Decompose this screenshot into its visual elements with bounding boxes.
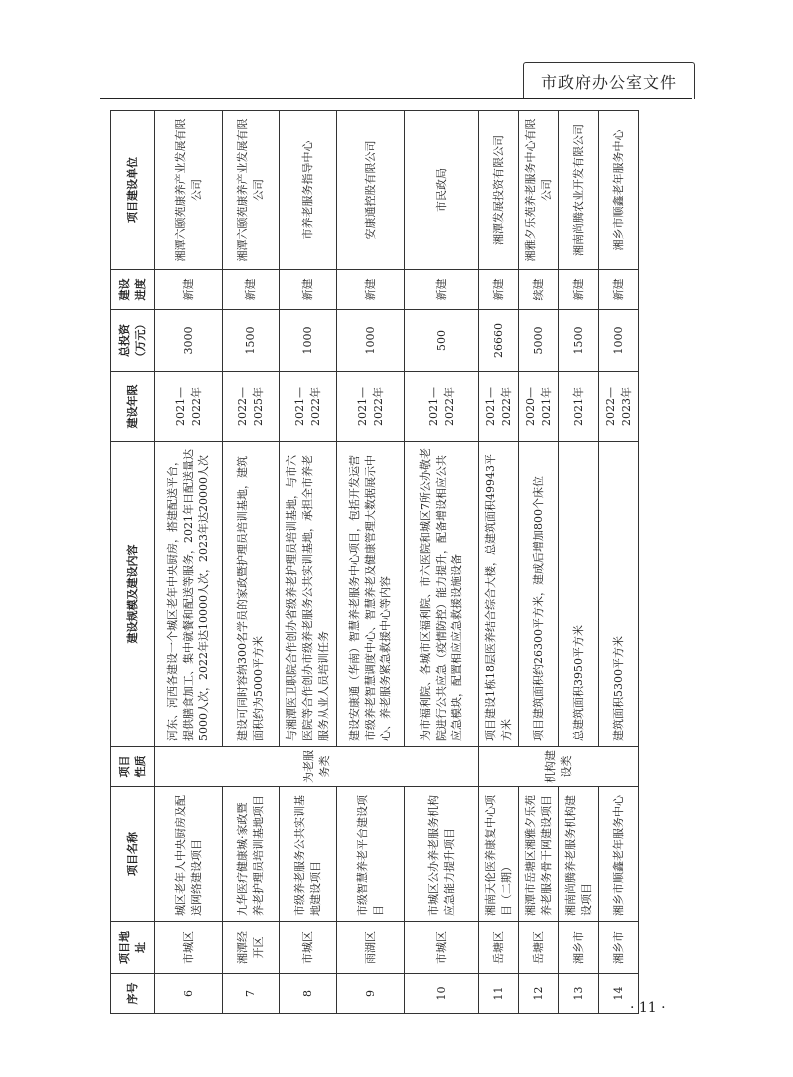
table-row bbox=[280, 111, 337, 1014]
row-location: 湘乡市 bbox=[599, 922, 639, 974]
row-seq: 13 bbox=[559, 974, 599, 1014]
row-unit: 市民政局 bbox=[405, 111, 479, 270]
table-header-row bbox=[111, 111, 155, 1014]
row-investment: 3000 bbox=[155, 310, 223, 372]
row-seq: 8 bbox=[280, 974, 337, 1014]
row-period: 2022—2025年 bbox=[223, 372, 280, 442]
row-nature-group-2: 机构建设类 bbox=[479, 747, 639, 787]
row-period: 2021—2022年 bbox=[280, 372, 337, 442]
row-content: 建设安康通（华南）智慧养老服务中心项目，包括开发运营市级养老智慧调度中心、智慧养老及健康管理大数据展示中心、养老服务紧急救援中心等内容 bbox=[337, 442, 405, 747]
header-unit: 项目建设单位 bbox=[111, 111, 155, 270]
row-unit: 湘潭六颐苑康养产业发展有限公司 bbox=[223, 111, 280, 270]
row-investment: 1500 bbox=[223, 310, 280, 372]
row-name: 九华医疗健康城·家政暨养老护理员培训基地项目 bbox=[223, 787, 280, 922]
row-location: 湘乡市 bbox=[559, 922, 599, 974]
row-progress: 新建 bbox=[479, 270, 519, 310]
row-progress: 新建 bbox=[280, 270, 337, 310]
row-seq: 10 bbox=[405, 974, 479, 1014]
project-table bbox=[110, 110, 639, 1014]
header-period: 建设年限 bbox=[111, 372, 155, 442]
row-progress: 新建 bbox=[559, 270, 599, 310]
row-unit: 湘雅夕乐苑养老服务中心有限公司 bbox=[519, 111, 559, 270]
header-investment: 总投资（万元） bbox=[111, 310, 155, 372]
row-seq: 6 bbox=[155, 974, 223, 1014]
row-seq: 9 bbox=[337, 974, 405, 1014]
header-seq: 序号 bbox=[111, 974, 155, 1014]
header-progress: 建设进度 bbox=[111, 270, 155, 310]
table-row bbox=[519, 111, 559, 1014]
row-investment: 1500 bbox=[559, 310, 599, 372]
row-investment: 26660 bbox=[479, 310, 519, 372]
row-progress: 续建 bbox=[519, 270, 559, 310]
header-content: 建设规模及建设内容 bbox=[111, 442, 155, 747]
row-investment: 5000 bbox=[519, 310, 559, 372]
row-progress: 新建 bbox=[599, 270, 639, 310]
row-unit: 湘乡市顺鑫老年服务中心 bbox=[599, 111, 639, 270]
row-period: 2021—2022年 bbox=[479, 372, 519, 442]
row-progress: 新建 bbox=[155, 270, 223, 310]
table-row bbox=[479, 111, 519, 1014]
document-header-tag: 市政府办公室文件 bbox=[523, 62, 695, 99]
row-unit: 安康通控股有限公司 bbox=[337, 111, 405, 270]
row-name: 市城区公办养老服务机构应急能力提升项目 bbox=[405, 787, 479, 922]
row-content: 项目建筑面积约26300平方米，建成后增加800个床位 bbox=[519, 442, 559, 747]
row-name: 城区老年人中央厨房及配送网络建设项目 bbox=[155, 787, 223, 922]
row-name: 湘潭市岳塘区湘雅夕乐苑养老服务骨干网建设项目 bbox=[519, 787, 559, 922]
header-name: 项目名称 bbox=[111, 787, 155, 922]
row-progress: 新建 bbox=[223, 270, 280, 310]
header-location: 项目地址 bbox=[111, 922, 155, 974]
row-location: 雨湖区 bbox=[337, 922, 405, 974]
row-progress: 新建 bbox=[405, 270, 479, 310]
table-row bbox=[559, 111, 599, 1014]
row-period: 2021—2022年 bbox=[337, 372, 405, 442]
row-unit: 湘南尚腾农业开发有限公司 bbox=[559, 111, 599, 270]
row-period: 2021—2022年 bbox=[155, 372, 223, 442]
row-name: 市级养老服务公共实训基地建设项目 bbox=[280, 787, 337, 922]
row-location: 湘潭经开区 bbox=[223, 922, 280, 974]
row-seq: 12 bbox=[519, 974, 559, 1014]
row-period: 2022—2023年 bbox=[599, 372, 639, 442]
row-location: 市城区 bbox=[405, 922, 479, 974]
row-progress: 新建 bbox=[337, 270, 405, 310]
row-name: 湘南天伦医养康复中心项目（二期） bbox=[479, 787, 519, 922]
row-seq: 7 bbox=[223, 974, 280, 1014]
row-content: 河东、河西各建设一个城区老年中央厨房，搭建配送平台，提供膳食加工、集中就餐和配送等服务，2021年日配送量达5000人次，2022年达10000人次，2023年达20000人次 bbox=[155, 442, 223, 747]
page-number: · 11 · bbox=[630, 1000, 666, 1016]
header-divider bbox=[100, 98, 692, 99]
header-nature: 项目性质 bbox=[111, 747, 155, 787]
row-content: 建筑面积5300平方米 bbox=[599, 442, 639, 747]
row-investment: 1000 bbox=[280, 310, 337, 372]
row-location: 岳塘区 bbox=[519, 922, 559, 974]
row-unit: 湘潭发展投资有限公司 bbox=[479, 111, 519, 270]
table-row bbox=[337, 111, 405, 1014]
row-nature-group-1: 为老服务类 bbox=[155, 747, 479, 787]
row-content: 与湘潭医卫职院合作创办省级养老护理员培训基地，与市六医院等合作创办市级养老服务公共实训基地，承担全市养老服务从业人员培训任务 bbox=[280, 442, 337, 747]
row-unit: 市养老服务指导中心 bbox=[280, 111, 337, 270]
row-location: 市城区 bbox=[155, 922, 223, 974]
row-content: 为市福利院、各城市区福利院、市六医院和城区7所公办敬老院进行公共应急（疫情防控）能力提升，配备增设相应公共应急模块，配置相应应急救援设施设备 bbox=[405, 442, 479, 747]
row-content: 建设可同时容纳300名学员的家政暨护理员培训基地，建筑面积约为5000平方米 bbox=[223, 442, 280, 747]
row-location: 岳塘区 bbox=[479, 922, 519, 974]
row-investment: 500 bbox=[405, 310, 479, 372]
row-unit: 湘潭六颐苑康养产业发展有限公司 bbox=[155, 111, 223, 270]
row-name: 市级智慧养老平台建设项目 bbox=[337, 787, 405, 922]
table-row bbox=[599, 111, 639, 1014]
row-period: 2021年 bbox=[559, 372, 599, 442]
row-period: 2021—2022年 bbox=[405, 372, 479, 442]
row-content: 总建筑面积3950平方米 bbox=[559, 442, 599, 747]
row-name: 湘南尚腾养老服务机构建设项目 bbox=[559, 787, 599, 922]
row-seq: 11 bbox=[479, 974, 519, 1014]
table-row bbox=[405, 111, 479, 1014]
row-seq: 14 bbox=[599, 974, 639, 1014]
row-investment: 1000 bbox=[337, 310, 405, 372]
table-row bbox=[223, 111, 280, 1014]
row-name: 湘乡市顺鑫老年服务中心 bbox=[599, 787, 639, 922]
row-content: 项目建设1栋18层医养结合综合大楼，总建筑面积49943平方米 bbox=[479, 442, 519, 747]
table-row bbox=[155, 111, 223, 1014]
rotated-table-container bbox=[110, 111, 638, 1014]
row-location: 市城区 bbox=[280, 922, 337, 974]
row-investment: 1000 bbox=[599, 310, 639, 372]
row-period: 2020—2021年 bbox=[519, 372, 559, 442]
